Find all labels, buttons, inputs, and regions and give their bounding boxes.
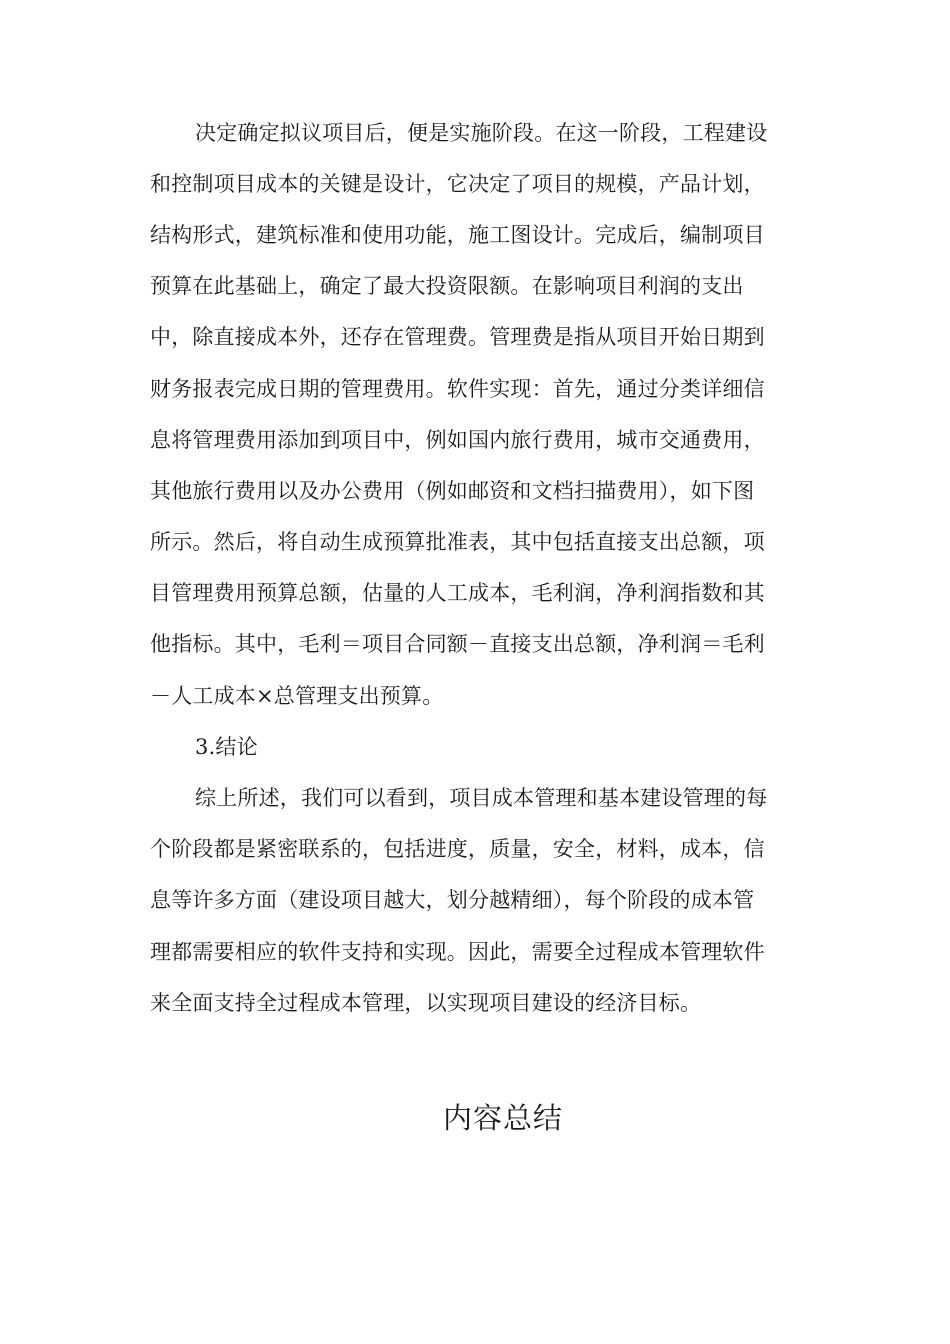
paragraph-1-line-7: 息将管理费用添加到项目中，例如国内旅行费用，城市交通费用， — [150, 428, 765, 452]
summary-title: 内容总结 — [442, 1101, 563, 1135]
paragraph-2-line-4: 理都需要相应的软件支持和实现。因此，需要全过程成本管理软件 — [150, 940, 765, 964]
paragraph-1-line-11: 他指标。其中，毛利＝项目合同额－直接支出总额，净利润＝毛利 — [150, 632, 765, 656]
paragraph-1-line-6: 财务报表完成日期的管理费用。软件实现：首先，通过分类详细信 — [150, 377, 765, 401]
paragraph-1-line-12: －人工成本×总管理支出预算。 — [150, 684, 444, 708]
paragraph-1-line-1: 决定确定拟议项目后，便是实施阶段。在这一阶段，工程建设 — [195, 121, 768, 145]
paragraph-2-line-1: 综上所述，我们可以看到，项目成本管理和基本建设管理的每 — [195, 786, 768, 810]
paragraph-2-line-3: 息等许多方面（建设项目越大，划分越精细），每个阶段的成本管 — [150, 888, 755, 912]
paragraph-1-line-8: 其他旅行费用以及办公费用（例如邮资和文档扫描费用），如下图 — [150, 479, 755, 503]
paragraph-2-line-5: 来全面支持全过程成本管理，以实现项目建设的经济目标。 — [150, 991, 702, 1015]
paragraph-1-line-3: 结构形式，建筑标准和使用功能，施工图设计。完成后，编制项目 — [150, 223, 765, 247]
paragraph-1-line-4: 预算在此基础上，确定了最大投资限额。在影响项目利润的支出 — [150, 274, 744, 298]
paragraph-1-line-2: 和控制项目成本的关键是设计，它决定了项目的规模，产品计划， — [150, 172, 765, 196]
section-heading: 3.结论 — [195, 735, 258, 759]
paragraph-2-line-2: 个阶段都是紧密联系的，包括进度，质量，安全，材料，成本，信 — [150, 837, 765, 861]
paragraph-1-line-9: 所示。然后，将自动生成预算批准表，其中包括直接支出总额，项 — [150, 530, 765, 554]
paragraph-1-line-5: 中，除直接成本外，还存在管理费。管理费是指从项目开始日期到 — [150, 325, 765, 349]
paragraph-1-line-10: 目管理费用预算总额，估量的人工成本，毛利润，净利润指数和其 — [150, 581, 765, 605]
